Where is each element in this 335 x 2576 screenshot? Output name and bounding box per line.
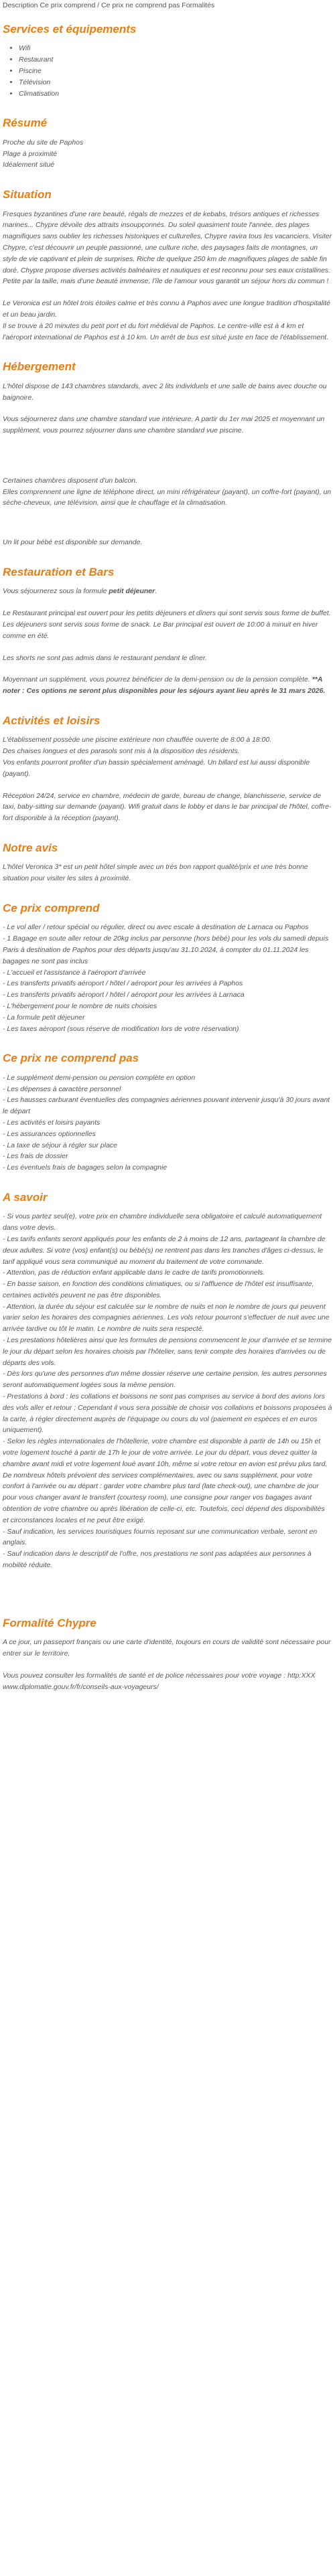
ne-comprend-line: - Les hausses carburant éventuelles des compagnies aériennes pouvant intervenir jusqu'à 30 jours avant le départ bbox=[3, 1096, 330, 1116]
resume-line: Idéalement situé bbox=[3, 161, 55, 169]
situation-title: Situation bbox=[3, 188, 52, 202]
ne-comprend-line: - Les activités et loisirs payants bbox=[3, 1118, 100, 1127]
asavoir-line: - Les prestations hôtelières ainsi que les formules de pensions commencent le jour d'arrivée et se termine le jour du départ selon les horaires choisis par l'hôtelier, sans tenir compte des horaires d'arrivées ou de départs des vols. bbox=[3, 1336, 332, 1367]
avis-paragraph: L'hôtel Veronica 3* est un petit hôtel simple avec un très bon rapport qualité/prix et une très bonne situation pour visiter les sites à proximité. bbox=[3, 863, 308, 883]
comprend-line: - Le vol aller / retour spécial ou régulier, direct ou avec escale à destination de Larnaca ou Paphos bbox=[3, 923, 309, 932]
avis-title: Notre avis bbox=[3, 841, 58, 855]
formalite-title: Formalité Chypre bbox=[3, 1616, 96, 1629]
formalite-section bbox=[3, 1617, 332, 1693]
restauration-title: Restauration et Bars bbox=[3, 566, 115, 579]
hebergement-paragraph: Un lit pour bébé est disponible sur demande. bbox=[3, 538, 143, 547]
activites-paragraph: Vos enfants pourront profiter d'un bassin spécialement aménagé. Un billard est lui aussi disponible (payant). bbox=[3, 758, 310, 778]
asavoir-line: - Selon les règles internationales de l'hôtellerie, votre chambre est disponible à partir de 14h ou 15h et votre logement touché à partir de 17h le jour de votre arrivée. Le jour du départ, vous devez quitter la chambre avant midi et votre logement loué avant 10h, même si votre retour en avion est prévu plus tard. De nombreux hôtels prévoient des services complémentaires, avec ou sans supplément, pour votre confort à l'arrivée ou au départ : garder votre chambre plus tard (late check-out), une chambre de jour pour vous changer avant le transfert (courtesy room), une consigne pour ranger vos bagages avant obtention de votre chambre ou après libération de celle-ci, etc. Toutefois, ceci dépend des disponibilités et circonstances locales et ne peut être exigé. bbox=[3, 1437, 328, 1524]
service-item: • Restaurant bbox=[19, 54, 332, 66]
asavoir-section bbox=[3, 1191, 332, 1571]
services-list bbox=[3, 43, 332, 99]
restauration-section bbox=[3, 566, 332, 697]
asavoir-line: - Sauf indication, les services touristiques fournis reposant sur une communication verbale, seront en anglais. bbox=[3, 1527, 318, 1547]
asavoir-line: - Si vous partez seul(e), votre prix en chambre individuelle sera obligatoire et calculé automatiquement dans votre devis. bbox=[3, 1212, 322, 1232]
formalite-paragraph: A ce jour, un passeport français ou une carte d'identité, toujours en cours de validité sont nécessaire pour entrer sur le territoire. bbox=[3, 1638, 331, 1658]
ne-comprend-line: - Les éventuels frais de bagages selon la compagnie bbox=[3, 1163, 168, 1172]
ne-comprend-line: - Les dépenses à caractère personnel bbox=[3, 1084, 121, 1093]
activites-paragraph: Réception 24/24, service en chambre, médecin de garde, bureau de change, blanchisserie, service de taxi, baby-sitting sur demande (payant). Wifi gratuit dans le lobby et dans le bar principal de l'hôtel, coffre-fort disponible à la réception (payant). bbox=[3, 791, 332, 823]
restauration-formule-text: Vous séjournerez sous la formule bbox=[3, 587, 109, 596]
restauration-formule-bold: petit déjeuner bbox=[109, 587, 155, 596]
service-item: • Climatisation bbox=[19, 88, 332, 100]
resume-section bbox=[3, 116, 332, 171]
hebergement-paragraph: L'hôtel dispose de 143 chambres standards, avec 2 lits individuels et une salle de bains avec douche ou baignoire. bbox=[3, 382, 327, 402]
comprend-line: - L'accueil et l'assistance à l'aéroport d'arrivée bbox=[3, 968, 146, 977]
hebergement-paragraph: Certaines chambres disposent d'un balcon. bbox=[3, 476, 138, 485]
asavoir-line: - Attention, pas de réduction enfant applicable dans le cadre de tarifs promotionnels. bbox=[3, 1269, 265, 1277]
restauration-formule-end: . bbox=[155, 587, 157, 596]
hebergement-section bbox=[3, 360, 332, 548]
situation-paragraph: Petite par la taille, mais d'une beauté immense, l'île de l'amour vous garantit un séjour hors du commun ! bbox=[3, 277, 329, 286]
avis-section bbox=[3, 841, 332, 884]
situation-paragraph: Fresques byzantines d'une rare beauté, régals de mezzes et de kebabs, trésors antiques et richesses marines... Chypre dévoile des attraits insoupçonnés. Du soleil quasiment toute l'année, des plages magnifiques sans oublier les richesses historiques et culturelles, Chypre ravira tous les vacanciers. Visiter Chypre, c'est découvrir un peuple passionné, une culture riche, des paysages faits de montagnes, un style de vie captivant et plein de surprises. Riche de quelque 250 km de magnifiques plages de sable fin doré, Chypre propose diverses activités balnéaires et nautiques et est reconnu pour ses eaux cristallines. bbox=[3, 210, 332, 274]
services-title: Services et équipements bbox=[3, 23, 137, 35]
ne-comprend-line: - La taxe de séjour à régler sur place bbox=[3, 1141, 118, 1149]
asavoir-line: - Sauf indication dans le descriptif de l'offre, nos prestations ne sont pas adaptées aux personnes à mobilité réduite. bbox=[3, 1550, 312, 1570]
service-item: • Piscine bbox=[19, 66, 332, 77]
ne-comprend-title: Ce prix ne comprend pas bbox=[3, 1052, 139, 1065]
comprend-line: - La formule petit déjeuner bbox=[3, 1013, 85, 1022]
activites-section bbox=[3, 714, 332, 824]
resume-title: Résumé bbox=[3, 116, 48, 130]
comprend-line: - Les transferts privatifs aéroport / hôtel / aéroport pour les arrivées à Larnaca bbox=[3, 991, 245, 999]
breadcrumb: Description Ce prix comprend / Ce prix ne comprend pas Formalités bbox=[3, 1, 215, 9]
asavoir-line: - Dès lors qu'une des personnes d'un même dossier réserve une certaine pension, les autres personnes seront automatiquement logées sous la même pension. bbox=[3, 1370, 327, 1390]
comprend-section bbox=[3, 902, 332, 1034]
asavoir-line: - Attention, la durée du séjour est calculée sur le nombre de nuits et non le nombre de jours qui peuvent varier selon les horaires des compagnies aériennes. Les vols retour pourront s'effectuer de nuit avec une arrivée tardive ou tôt le matin. Le nombre de nuits sera respecté. bbox=[3, 1302, 330, 1334]
situation-paragraph: Il se trouve à 20 minutes du petit port et du fort médiéval de Paphos. Le centre-ville est à 4 km et l'aéroport international de Paphos est à 10 km. Un arrêt de bus est situé juste en face de l'établissement. bbox=[3, 321, 329, 341]
comprend-line: - 1 Bagage en soute aller retour de 20kg inclus par personne (hors bébé) pour les vols du samedi depuis Paris à destination de Paphos pour des départs jusqu'au 31.10.2024, à compter du 01.11.2024 les bagages ne sont pas inclus bbox=[3, 935, 329, 965]
formalite-link-paragraph[interactable]: Vous pouvez consulter les formalités de santé et de police nécessaires pour votre voyage : http:XXX www.diplomatie.gouv.fr/fr/conseils-aux-voyageurs/ bbox=[3, 1671, 316, 1691]
ne-comprend-line: - Les assurances optionnelles bbox=[3, 1129, 96, 1138]
activites-paragraph: Des chaises longues et des parasols sont mis à la disposition des résidents. bbox=[3, 747, 240, 756]
hebergement-title: Hébergement bbox=[3, 360, 76, 374]
hebergement-paragraph: Elles comprennent une ligne de téléphone direct, un mini réfrigérateur (payant), un coffre-fort (payant), un sèche-cheveux, une télévision, ainsi que le chauffage et la climatisation. bbox=[3, 487, 332, 507]
comprend-title: Ce prix comprend bbox=[3, 902, 100, 914]
comprend-line: - L'hébergement pour le nombre de nuits choisies bbox=[3, 1001, 157, 1010]
restauration-note-bold: **A noter : Ces options ne seront plus disponibles pour les séjours ayant lieu après le 31 mars 2026. bbox=[3, 675, 326, 696]
situation-paragraph: Le Veronica est un hôtel trois étoiles calme et très connu à Paphos avec une longue tradition d'hospitalité et un beau jardin. bbox=[3, 299, 331, 319]
ne-comprend-line: - Les frais de dossier bbox=[3, 1152, 68, 1161]
comprend-line: - Les taxes aéroport (sous réserve de modification lors de votre réservation) bbox=[3, 1024, 239, 1033]
activites-title: Activités et loisirs bbox=[3, 714, 100, 728]
resume-line: Proche du site de Paphos bbox=[3, 138, 84, 147]
restauration-note-text: Moyennant un supplément, vous pourrez bénéficier de la demi-pension ou de la pension complète. bbox=[3, 675, 312, 684]
restauration-paragraph: Le Restaurant principal est ouvert pour les petits déjeuners et dîners qui sont servis sous forme de buffet. bbox=[3, 609, 331, 618]
hebergement-paragraph: Vous séjournerez dans une chambre standard vue intérieure. A partir du 1er mai 2025 et moyennant un supplément, vous pourrez séjourner dans une chambre standard vue piscine. bbox=[3, 415, 325, 435]
ne-comprend-line: - Le supplément demi-pension ou pension complète en option bbox=[3, 1073, 196, 1082]
asavoir-line: - Les tarifs enfants seront appliqués pour les enfants de 2 à moins de 12 ans, partageant la chambre de deux adultes. Si votre (vos) enfant(s) ou bébé(s) ne rentrent pas dans les tranches d'âges ci-dessus, le tarif appliqué vous sera communiqué au moment du traitement de votre commande. bbox=[3, 1234, 326, 1266]
service-item: • Télévision bbox=[19, 77, 332, 88]
comprend-line: - Les transferts privatifs aéroport / hôtel / aéroport pour les arrivées à Paphos bbox=[3, 979, 243, 988]
asavoir-title: A savoir bbox=[3, 1190, 48, 1204]
services-section bbox=[3, 23, 332, 99]
situation-section bbox=[3, 188, 332, 343]
restauration-paragraph: Les shorts ne sont pas admis dans le restaurant pendant le dîner. bbox=[3, 653, 207, 662]
ne-comprend-section bbox=[3, 1052, 332, 1174]
restauration-paragraph: Les déjeuners sont servis sous forme de snack. Le Bar principal est ouvert de 10:00 à minuit en hiver comme en été. bbox=[3, 621, 318, 640]
service-item: • Wifi bbox=[19, 43, 332, 54]
restauration-note bbox=[3, 674, 332, 697]
asavoir-line: - Prestations à bord : les collations et boissons ne sont pas comprises au service à bord des avions lors des vols aller et retour ; Cependant il vous sera possible de choisir vos collations et boissons proposées à la carte, à régler directement auprès de l'équipage ou cours du vol (paiement en espèces et en euros uniquement). bbox=[3, 1392, 332, 1435]
restauration-formule bbox=[3, 586, 332, 597]
asavoir-line: - En basse saison, en fonction des conditions climatiques, ou si l'affluence de l'hôtel est insuffisante, certaines activités peuvent ne pas être disponibles. bbox=[3, 1280, 314, 1299]
resume-line: Plage à proximité bbox=[3, 149, 58, 158]
activites-paragraph: L'établissement possède une piscine extérieure non chauffée ouverte de 8:00 à 18:00. bbox=[3, 736, 272, 744]
